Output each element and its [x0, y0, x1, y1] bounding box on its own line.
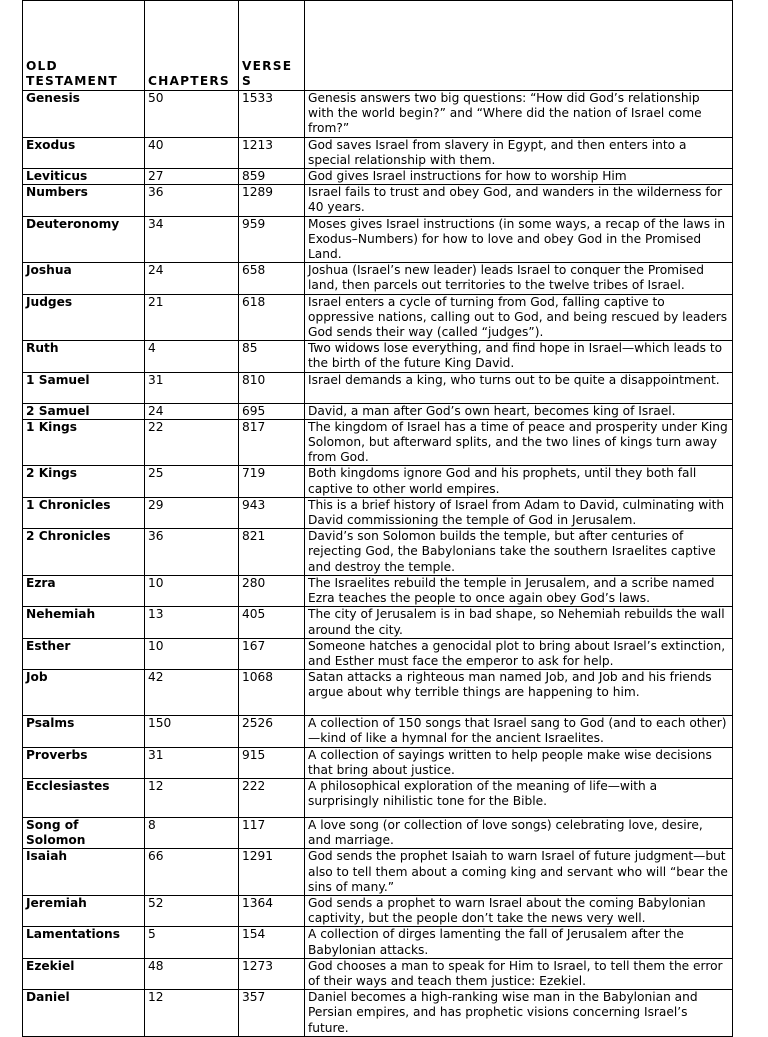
- chapter-count: 31: [145, 372, 239, 403]
- table-row: [23, 670, 733, 716]
- book-name: Ruth: [23, 341, 145, 372]
- book-name: Proverbs: [23, 747, 145, 778]
- table-row: [23, 747, 733, 778]
- table-row: [23, 990, 733, 1037]
- book-name: Deuteronomy: [23, 216, 145, 263]
- verse-count: 222: [239, 778, 305, 817]
- verse-count: 821: [239, 529, 305, 576]
- chapter-count: 48: [145, 958, 239, 989]
- book-description: Joshua (Israel’s new leader) leads Israel to conquer the Promised land, then parcels out territories to the twelve tribes of Israel.: [305, 263, 733, 294]
- book-name: Joshua: [23, 263, 145, 294]
- verse-count: 357: [239, 990, 305, 1037]
- book-name: 1 Kings: [23, 419, 145, 466]
- chapter-count: 10: [145, 638, 239, 669]
- chapter-count: 27: [145, 169, 239, 185]
- verse-count: 1068: [239, 670, 305, 716]
- old-testament-table: [22, 0, 733, 1037]
- chapter-count: 10: [145, 575, 239, 606]
- book-description: Two widows lose everything, and find hope in Israel—which leads to the birth of the future King David.: [305, 341, 733, 372]
- book-description: God chooses a man to speak for Him to Israel, to tell them the error of their ways and teach them justice: Ezekiel.: [305, 958, 733, 989]
- chapter-count: 8: [145, 817, 239, 848]
- table-row: [23, 185, 733, 216]
- table-row: [23, 607, 733, 638]
- chapter-count: 13: [145, 607, 239, 638]
- table-row: [23, 575, 733, 606]
- verse-count: 859: [239, 169, 305, 185]
- verse-count: 85: [239, 341, 305, 372]
- header-old-testament: OLD TESTAMENT: [23, 1, 145, 91]
- chapter-count: 40: [145, 137, 239, 168]
- book-description: Satan attacks a righteous man named Job, and Job and his friends argue about why terrible things are happening to him.: [305, 670, 733, 716]
- verse-count: 280: [239, 575, 305, 606]
- book-description: God gives Israel instructions for how to worship Him: [305, 169, 733, 185]
- table-row: [23, 91, 733, 138]
- table-header-row: [23, 1, 733, 91]
- chapter-count: 31: [145, 747, 239, 778]
- verse-count: 618: [239, 294, 305, 341]
- book-name: Leviticus: [23, 169, 145, 185]
- table-row: [23, 294, 733, 341]
- verse-count: 167: [239, 638, 305, 669]
- chapter-count: 5: [145, 927, 239, 958]
- table-row: [23, 497, 733, 528]
- table-row: [23, 341, 733, 372]
- verse-count: 1533: [239, 91, 305, 138]
- book-description: The kingdom of Israel has a time of peace and prosperity under King Solomon, but afterward splits, and the two lines of kings turn away from God.: [305, 419, 733, 466]
- book-name: Psalms: [23, 716, 145, 747]
- verse-count: 154: [239, 927, 305, 958]
- book-name: Ecclesiastes: [23, 778, 145, 817]
- book-name: Genesis: [23, 91, 145, 138]
- chapter-count: 12: [145, 990, 239, 1037]
- verse-count: 1291: [239, 849, 305, 896]
- book-description: A love song (or collection of love songs) celebrating love, desire, and marriage.: [305, 817, 733, 848]
- book-description: A collection of 150 songs that Israel sang to God (and to each other)—kind of like a hymnal for the ancient Israelites.: [305, 716, 733, 747]
- table-row: [23, 778, 733, 817]
- book-name: 2 Chronicles: [23, 529, 145, 576]
- chapter-count: 50: [145, 91, 239, 138]
- verse-count: 1364: [239, 895, 305, 926]
- book-description: Moses gives Israel instructions (in some ways, a recap of the laws in Exodus–Numbers) for how to love and obey God in the Promised Land.: [305, 216, 733, 263]
- table-row: [23, 849, 733, 896]
- book-name: Isaiah: [23, 849, 145, 896]
- chapter-count: 24: [145, 263, 239, 294]
- verse-count: 959: [239, 216, 305, 263]
- chapter-count: 34: [145, 216, 239, 263]
- table-row: [23, 927, 733, 958]
- verse-count: 405: [239, 607, 305, 638]
- book-name: 2 Samuel: [23, 403, 145, 419]
- book-name: Daniel: [23, 990, 145, 1037]
- chapter-count: 21: [145, 294, 239, 341]
- book-description: God sends the prophet Isaiah to warn Israel of future judgment—but also to tell them about a coming king and servant who will “bear the sins of many.”: [305, 849, 733, 896]
- book-description: God saves Israel from slavery in Egypt, and then enters into a special relationship with them.: [305, 137, 733, 168]
- book-name: Exodus: [23, 137, 145, 168]
- verse-count: 1289: [239, 185, 305, 216]
- header-description: [305, 1, 733, 91]
- table-row: [23, 895, 733, 926]
- book-description: A philosophical exploration of the meaning of life—with a surprisingly nihilistic tone for the Bible.: [305, 778, 733, 817]
- chapter-count: 25: [145, 466, 239, 497]
- book-name: 1 Chronicles: [23, 497, 145, 528]
- book-name: Ezra: [23, 575, 145, 606]
- book-description: David’s son Solomon builds the temple, but after centuries of rejecting God, the Babylonians take the southern Israelites captive and destroy the temple.: [305, 529, 733, 576]
- book-description: A collection of dirges lamenting the fall of Jerusalem after the Babylonian attacks.: [305, 927, 733, 958]
- chapter-count: 36: [145, 529, 239, 576]
- chapter-count: 29: [145, 497, 239, 528]
- table-row: [23, 263, 733, 294]
- table-row: [23, 529, 733, 576]
- verse-count: 1273: [239, 958, 305, 989]
- table-row: [23, 419, 733, 466]
- verse-count: 719: [239, 466, 305, 497]
- chapter-count: 52: [145, 895, 239, 926]
- book-description: Both kingdoms ignore God and his prophets, until they both fall captive to other world empires.: [305, 466, 733, 497]
- table-row: [23, 216, 733, 263]
- book-description: God sends a prophet to warn Israel about the coming Babylonian captivity, but the people don’t take the news very well.: [305, 895, 733, 926]
- book-name: Numbers: [23, 185, 145, 216]
- verse-count: 810: [239, 372, 305, 403]
- table-row: [23, 169, 733, 185]
- table-row: [23, 137, 733, 168]
- book-description: David, a man after God’s own heart, becomes king of Israel.: [305, 403, 733, 419]
- book-description: Genesis answers two big questions: “How did God’s relationship with the world begin?” and “Where did the nation of Israel come from?”: [305, 91, 733, 138]
- book-description: The city of Jerusalem is in bad shape, so Nehemiah rebuilds the wall around the city.: [305, 607, 733, 638]
- book-name: Song of Solomon: [23, 817, 145, 848]
- chapter-count: 150: [145, 716, 239, 747]
- table-row: [23, 958, 733, 989]
- verse-count: 117: [239, 817, 305, 848]
- book-name: Nehemiah: [23, 607, 145, 638]
- book-name: Ezekiel: [23, 958, 145, 989]
- book-description: Daniel becomes a high-ranking wise man in the Babylonian and Persian empires, and has prophetic visions concerning Israel’s future.: [305, 990, 733, 1037]
- table-row: [23, 716, 733, 747]
- table-row: [23, 817, 733, 848]
- book-description: This is a brief history of Israel from Adam to David, culminating with David commissioning the temple of God in Jerusalem.: [305, 497, 733, 528]
- book-name: Lamentations: [23, 927, 145, 958]
- chapter-count: 66: [145, 849, 239, 896]
- chapter-count: 42: [145, 670, 239, 716]
- book-description: Israel enters a cycle of turning from God, falling captive to oppressive nations, calling out to God, and being rescued by leaders God sends their way (called “judges”).: [305, 294, 733, 341]
- verse-count: 658: [239, 263, 305, 294]
- verse-count: 1213: [239, 137, 305, 168]
- book-name: Jeremiah: [23, 895, 145, 926]
- verse-count: 695: [239, 403, 305, 419]
- verse-count: 817: [239, 419, 305, 466]
- book-description: A collection of sayings written to help people make wise decisions that bring about justice.: [305, 747, 733, 778]
- book-description: Israel demands a king, who turns out to be quite a disappointment.: [305, 372, 733, 403]
- verse-count: 2526: [239, 716, 305, 747]
- book-description: Israel fails to trust and obey God, and wanders in the wilderness for 40 years.: [305, 185, 733, 216]
- book-description: The Israelites rebuild the temple in Jerusalem, and a scribe named Ezra teaches the people to once again obey God’s laws.: [305, 575, 733, 606]
- chapter-count: 22: [145, 419, 239, 466]
- header-verses: VERSES: [239, 1, 305, 91]
- chapter-count: 4: [145, 341, 239, 372]
- verse-count: 915: [239, 747, 305, 778]
- chapter-count: 24: [145, 403, 239, 419]
- book-name: Job: [23, 670, 145, 716]
- chapter-count: 36: [145, 185, 239, 216]
- header-chapters: CHAPTERS: [145, 1, 239, 91]
- book-name: 1 Samuel: [23, 372, 145, 403]
- table-row: [23, 372, 733, 403]
- book-description: Someone hatches a genocidal plot to bring about Israel’s extinction, and Esther must face the emperor to ask for help.: [305, 638, 733, 669]
- book-name: 2 Kings: [23, 466, 145, 497]
- table-row: [23, 466, 733, 497]
- chapter-count: 12: [145, 778, 239, 817]
- table-row: [23, 638, 733, 669]
- book-name: Esther: [23, 638, 145, 669]
- verse-count: 943: [239, 497, 305, 528]
- book-name: Judges: [23, 294, 145, 341]
- table-row: [23, 403, 733, 419]
